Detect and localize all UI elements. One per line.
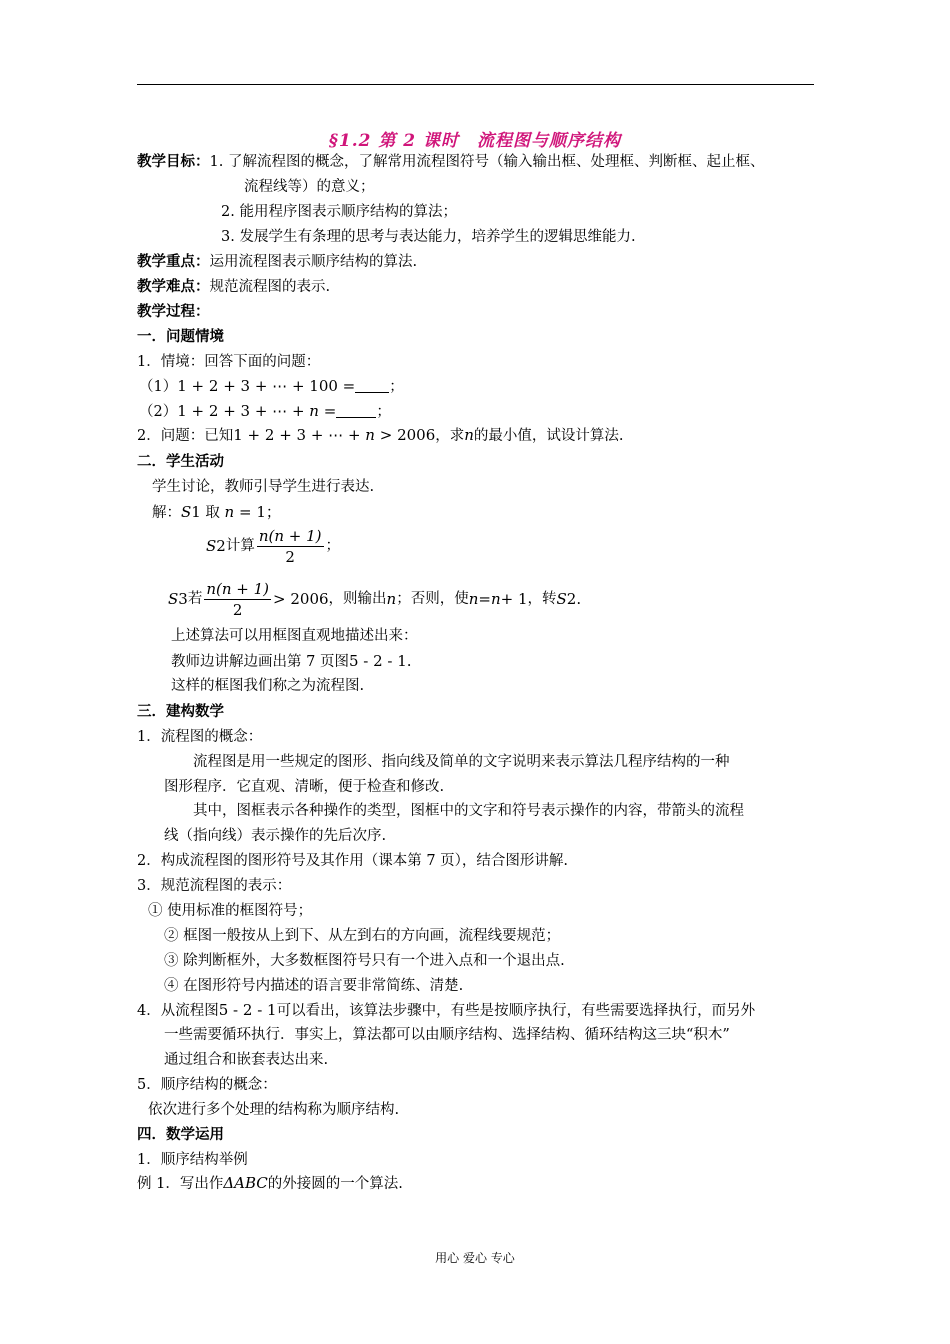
fraction: $\frac{n(n + 1)}{2}$ (258, 526, 322, 566)
section-1-heading: 一．问题情境 (137, 328, 224, 345)
key-point: 教学重点：运用流程图表示顺序结构的算法. (137, 253, 418, 270)
s1-question-2: （2）1 + 2 + 3 + ⋯ + n = ； (139, 402, 391, 420)
section-4-heading: 四．数学运用 (137, 1126, 224, 1143)
s4-example-1: 例 1．写出作ΔABC的外接圆的一个算法. (137, 1174, 403, 1192)
s2-step-1: 解：S1 取 n = 1； (152, 503, 281, 521)
page-title: §1.2 第 2 课时 流程图与顺序结构 (328, 131, 622, 151)
fraction: $\frac{n(n + 1)}{2}$ (206, 579, 270, 619)
s3-line-15: 5．顺序结构的概念： (137, 1077, 277, 1093)
s3-line-4: 其中，图框表示各种操作的类型，图框中的文字和符号表示操作的内容，带箭头的流程 (193, 803, 744, 819)
s3-rule-4: ④ 在图形符号内描述的语言要非常简练、清楚. (164, 978, 464, 994)
s3-rule-1: ① 使用标准的框图符号； (148, 903, 313, 919)
s3-rule-2: ② 框图一般按从上到下、从左到右的方向画，流程线要规范； (164, 928, 561, 944)
s3-line-6: 2．构成流程图的图形符号及其作用（课本第 7 页），结合图形讲解. (137, 853, 569, 869)
s3-line-13: 一些需要循环执行．事实上，算法都可以由顺序结构、选择结构、循环结构这三块“积木” (164, 1027, 730, 1043)
answer-blank (355, 378, 389, 393)
objectives-line-3: 3. 发展学生有条理的思考与表达能力，培养学生的逻辑思维能力. (221, 229, 636, 245)
objectives-line-1: 教学目标：1. 了解流程图的概念，了解常用流程图符号（输入输出框、处理框、判断框、起止框、 (137, 153, 765, 170)
objectives-label: 教学目标： (137, 153, 210, 170)
s3-line-16: 依次进行多个处理的结构称为顺序结构. (148, 1102, 400, 1118)
s2-line-6: 教师边讲解边画出第 7 页图5 - 2 - 1. (171, 652, 412, 670)
section-3-heading: 三．建构数学 (137, 703, 224, 720)
s2-step-3: S 3 若 $\frac{n(n + 1)}{2}$ > 2006 ，则输出 n ；否则，使 n = n + 1 ，转 S 2 . (168, 579, 582, 619)
s3-rule-3: ③ 除判断框外，大多数框图符号只有一个进入点和一个退出点. (164, 953, 565, 969)
answer-blank (336, 403, 376, 418)
s3-line-12: 4．从流程图5 - 2 - 1可以看出，该算法步骤中，有些是按顺序执行，有些需要选择执行，而另外 (137, 1001, 756, 1019)
s3-line-14: 通过组合和嵌套表达出来. (164, 1052, 329, 1068)
s4-line-1: 1．顺序结构举例 (137, 1152, 248, 1168)
s1-question-1: （1）1 + 2 + 3 + ⋯ + 100 = ； (139, 377, 404, 395)
s3-line-5: 线（指向线）表示操作的先后次序. (164, 828, 387, 844)
s1-line-1: 1．情境：回答下面的问题： (137, 354, 321, 370)
objectives-line-1b: 流程线等）的意义； (244, 179, 375, 195)
s2-line-7: 这样的框图我们称之为流程图. (171, 678, 365, 694)
objectives-line-2: 2. 能用程序图表示顺序结构的算法； (221, 204, 457, 220)
s3-line-3: 图形程序．它直观、清晰，便于检查和修改. (164, 779, 445, 795)
process-label: 教学过程： (137, 303, 210, 320)
s3-line-1: 1．流程图的概念： (137, 729, 263, 745)
s1-problem: 2．问题：已知1 + 2 + 3 + ⋯ + n > 2006，求n的最小值，试设计算法. (137, 426, 624, 444)
s3-line-7: 3．规范流程图的表示： (137, 878, 292, 894)
difficulty-point: 教学难点：规范流程图的表示. (137, 278, 331, 295)
s2-line-5: 上述算法可以用框图直观地描述出来： (171, 628, 418, 644)
s2-line-1: 学生讨论，教师引导学生进行表达. (152, 479, 375, 495)
s2-step-2: S 2 计算 $\frac{n(n + 1)}{2}$ ； (206, 526, 341, 566)
s3-line-2: 流程图是用一些规定的图形、指向线及简单的文字说明来表示算法几程序结构的一种 (193, 754, 730, 770)
page-footer: 用心 爱心 专心 (435, 1251, 515, 1265)
section-2-heading: 二．学生活动 (137, 453, 224, 470)
header-rule (137, 84, 814, 85)
